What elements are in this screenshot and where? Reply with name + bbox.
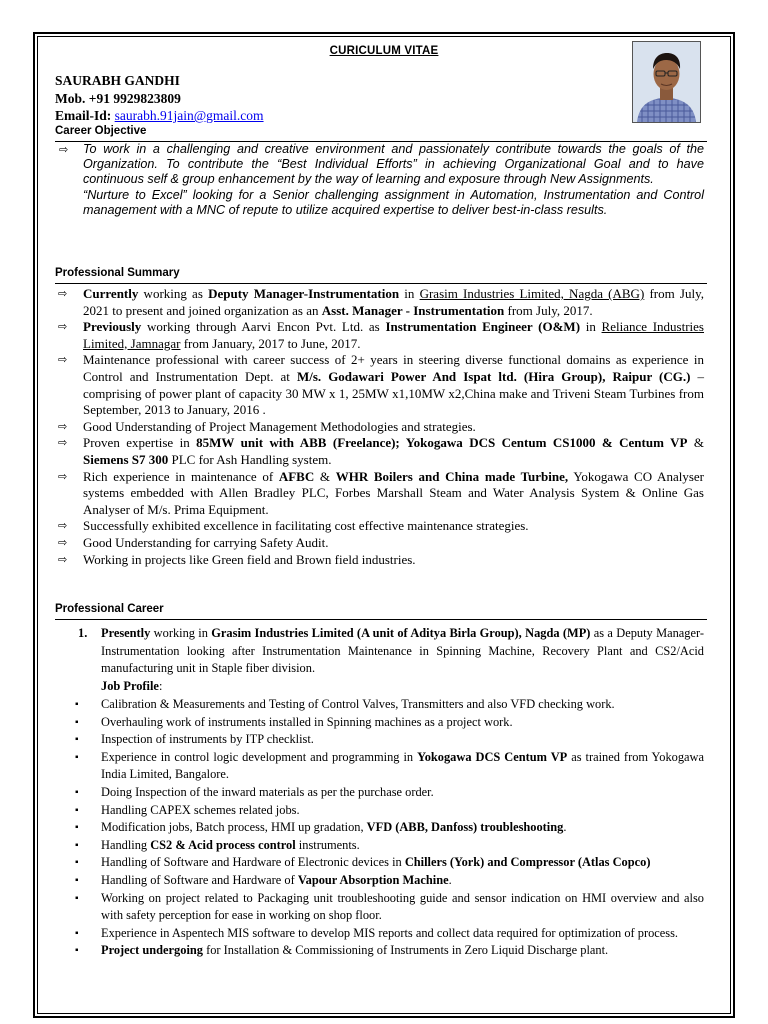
- mobile-number: +91 9929823809: [88, 91, 181, 106]
- square-bullet-icon: ▪: [75, 874, 79, 886]
- list-item: ▪ Working on project related to Packaging unit troubleshooting guide and sensor indication on HMI overview and also with safety perception for ease in working on shop floor.: [75, 890, 704, 923]
- square-bullet-icon: ▪: [75, 716, 79, 728]
- square-bullet-icon: ▪: [75, 892, 79, 904]
- square-bullet-icon: ▪: [75, 945, 79, 957]
- square-bullet-icon: ▪: [75, 734, 79, 746]
- career-entry-number: 1.: [78, 626, 88, 640]
- list-item: ⇨ Maintenance professional with career success of 2+ years in steering diverse functional domains as experience in Control and Instrumentation Dept. at M/s. Godawari Power And Ispat ltd. (Hira Group), Raipur (CG.) – comprising of power plant of capacity 30 MW x 1, 25MW x1,10MW x2,China make and Triveni Steam Turbines from September, 2013 to January, 2016 .: [58, 352, 704, 418]
- list-item: ⇨ Proven expertise in 85MW unit with ABB (Freelance); Yokogawa DCS Centum CS1000 & Centum VP & Siemens S7 300 PLC for Ash Handling system.: [58, 435, 704, 467]
- list-item: ⇨ Good Understanding for carrying Safety Audit.: [58, 534, 329, 550]
- profile-photo: [632, 41, 701, 123]
- email-label: Email-Id:: [55, 108, 112, 123]
- list-item: ▪ Experience in Aspentech MIS software to develop MIS reports and collect data required for optimization of process.: [101, 925, 704, 943]
- arrow-bullet-icon: ⇨: [58, 287, 68, 300]
- list-item: ▪ Overhauling work of instruments installed in Spinning machines as a project work.: [101, 714, 704, 732]
- arrow-bullet-icon: ⇨: [58, 353, 68, 367]
- arrow-bullet-icon: ⇨: [58, 436, 68, 450]
- section-career-objective: Career Objective: [55, 125, 147, 137]
- arrow-bullet-icon: ⇨: [58, 469, 68, 483]
- document-title: CURICULUM VITAE: [329, 45, 439, 57]
- career-objective-text: [83, 142, 704, 218]
- list-item: ▪ Modification jobs, Batch process, HMI up gradation, VFD (ABB, Danfoss) troubleshooting.: [101, 819, 704, 837]
- square-bullet-icon: ▪: [75, 857, 79, 869]
- square-bullet-icon: ▪: [75, 786, 79, 798]
- list-item: ⇨ Previously working through Aarvi Encon Pvt. Ltd. as Instrumentation Engineer (O&M) in Reliance Industries Limited, Jamnagar from January, 2017 to June, 2017.: [58, 319, 704, 351]
- list-item: ▪ Experience in control logic development and programming in Yokogawa DCS Centum VP as trained from Yokogawa India Limited, Bangalore.: [75, 749, 704, 782]
- square-bullet-icon: ▪: [75, 804, 79, 816]
- list-item: ⇨ Good Understanding of Project Management Methodologies and strategies.: [58, 418, 476, 434]
- list-item: ⇨ Currently working as Deputy Manager-Instrumentation in Grasim Industries Limited, Nagda (ABG) from July, 2021 to present and joined organization as an Asst. Manager - Instrumentation from July, 2017.: [58, 286, 704, 318]
- arrow-bullet-icon: ⇨: [59, 143, 69, 156]
- job-profile-list: [75, 696, 704, 960]
- email-line: [55, 108, 264, 124]
- arrow-bullet-icon: ⇨: [58, 419, 68, 433]
- list-item: ▪ Handling of Software and Hardware of Vapour Absorption Machine.: [101, 872, 704, 890]
- list-item: ▪ Project undergoing for Installation & Commissioning of Instruments in Zero Liquid Discharge plant.: [101, 942, 704, 960]
- list-item: ▪ Handling CS2 & Acid process control instruments.: [101, 837, 704, 855]
- section-professional-career: Professional Career: [55, 603, 164, 615]
- arrow-bullet-icon: ⇨: [58, 320, 68, 334]
- section-divider: [55, 283, 707, 284]
- square-bullet-icon: ▪: [75, 927, 79, 939]
- square-bullet-icon: ▪: [75, 839, 79, 851]
- list-item: ⇨ Successfully exhibited excellence in facilitating cost effective maintenance strategies.: [58, 518, 529, 534]
- list-item: ▪ Handling CAPEX schemes related jobs.: [101, 802, 704, 820]
- arrow-bullet-icon: ⇨: [58, 519, 68, 533]
- candidate-name: SAURABH GANDHI: [55, 73, 180, 88]
- list-item: ▪ Handling of Software and Hardware of Electronic devices in Chillers (York) and Compressor (Atlas Copco): [101, 854, 704, 872]
- section-divider: [55, 619, 707, 620]
- section-professional-summary: Professional Summary: [55, 267, 180, 279]
- job-profile-heading: Job Profile:: [101, 678, 163, 693]
- list-item: ▪ Inspection of instruments by ITP checklist.: [101, 731, 704, 749]
- person-portrait-icon: [633, 42, 700, 122]
- square-bullet-icon: ▪: [75, 751, 79, 763]
- mobile-line: [55, 91, 181, 107]
- square-bullet-icon: ▪: [75, 822, 79, 834]
- list-item: ⇨ Rich experience in maintenance of AFBC & WHR Boilers and China made Turbine, Yokogawa CO Analyser systems embedded with Allen Bradley PLC, Forbes Marshall Steam and Water Analysis System & Online Gas Analyser of M/s. Prima Equipment.: [58, 468, 704, 517]
- list-item: ⇨ Working in projects like Green field and Brown field industries.: [58, 551, 416, 567]
- square-bullet-icon: ▪: [75, 699, 79, 710]
- summary-list: [58, 286, 704, 568]
- objective-paragraph: “Nurture to Excel” looking for a Senior challenging assignment in Automation, Instrumentation and Control management with a MNC of repute to utilize acquired expertise to deliver best-in-class results.: [83, 187, 704, 217]
- list-item: ▪ Calibration & Measurements and Testing of Control Valves, Transmitters and also VFD checking work.: [101, 696, 704, 714]
- arrow-bullet-icon: ⇨: [58, 535, 68, 549]
- mobile-label: Mob.: [55, 91, 86, 106]
- career-entry: 1. Presently working in Grasim Industries Limited (A unit of Aditya Birla Group), Nagda (MP) as a Deputy Manager-Instrumentation looking after Instrumentation Maintenance in Spinning Machine, Recovery Plant and CS2/Acid manufacturing unit in Staple fiber division. Job Profile:: [101, 625, 704, 695]
- objective-paragraph: To work in a challenging and creative environment and passionately contribute towards the goals of the Organization. To contribute the “Best Individual Efforts” in achieving Organizational Goal and to have continuous self & group enhancement by the way of learning and exposure through New Assignments.: [83, 142, 704, 187]
- list-item: ▪ Doing Inspection of the inward materials as per the purchase order.: [101, 784, 704, 802]
- email-link[interactable]: saurabh.91jain@gmail.com: [114, 108, 264, 123]
- arrow-bullet-icon: ⇨: [58, 552, 68, 566]
